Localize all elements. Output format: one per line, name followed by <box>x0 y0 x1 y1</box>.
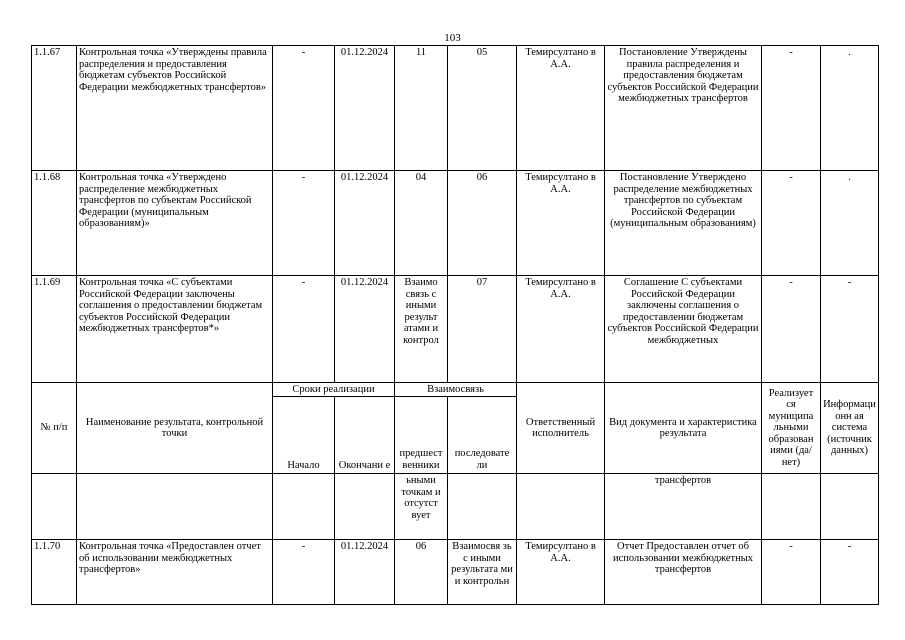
successors: 07 <box>448 276 517 383</box>
document-type: Постановление Утверждены правила распределения и предоставления бюджетам субъектов Российской Федерации межбюджетных трансфертов <box>605 46 762 171</box>
result-name: Контрольная точка «Утверждены правила распределения и предоставления бюджетам субъектов Российской Федерации межбюджетных трансфертов» <box>77 46 273 171</box>
municipal-flag: - <box>762 276 821 383</box>
info-system: . <box>821 171 879 276</box>
end-date: 01.12.2024 <box>335 46 395 171</box>
end-date: 01.12.2024 <box>335 540 395 605</box>
header-posl: последовате ли <box>448 397 517 474</box>
header-municipal: Реализует ся муниципа льными образован иями (да/нет) <box>762 383 821 474</box>
table-row <box>32 46 879 171</box>
row-number: 1.1.69 <box>32 276 77 383</box>
municipal-flag: - <box>762 171 821 276</box>
table-header-row <box>32 383 879 397</box>
table-row <box>32 276 879 383</box>
document-type: Отчет Предоставлен отчет об использовании межбюджетных трансфертов <box>605 540 762 605</box>
start-date: - <box>273 46 335 171</box>
successors: 05 <box>448 46 517 171</box>
table-row <box>32 171 879 276</box>
municipal-flag: - <box>762 46 821 171</box>
start-date: - <box>273 276 335 383</box>
row-number: 1.1.68 <box>32 171 77 276</box>
document-type: Постановление Утверждено распределение межбюджетных трансфертов по субъектам Российской Федерации (муниципальным образованиям) <box>605 171 762 276</box>
header-sroki: Сроки реализации <box>273 383 395 397</box>
info-system: - <box>821 540 879 605</box>
row-number: 1.1.67 <box>32 46 77 171</box>
header-name: Наименование результата, контрольной точки <box>77 383 273 474</box>
successors: Взаимосвя зь с иными результата ми и контрольн <box>448 540 517 605</box>
result-name: Контрольная точка «Утверждено распределение межбюджетных трансфертов по субъектам Российской Федерации (муниципальным образованиям)» <box>77 171 273 276</box>
successors: 06 <box>448 171 517 276</box>
municipal-flag: - <box>762 540 821 605</box>
header-document: Вид документа и характеристика результата <box>605 383 762 474</box>
responsible: Темирсултано в А.А. <box>517 540 605 605</box>
header-pred: предшест венники <box>395 397 448 474</box>
header-vzaim: Взаимосвязь <box>395 383 517 397</box>
responsible: Темирсултано в А.А. <box>517 46 605 171</box>
row-number: 1.1.70 <box>32 540 77 605</box>
info-system: - <box>821 276 879 383</box>
results-table <box>31 45 879 605</box>
start-date: - <box>273 171 335 276</box>
continuation-row <box>32 474 879 540</box>
header-start: Начало <box>273 397 335 474</box>
header-responsible: Ответственный исполнитель <box>517 383 605 474</box>
start-date: - <box>273 540 335 605</box>
predecessors: 11 <box>395 46 448 171</box>
responsible: Темирсултано в А.А. <box>517 171 605 276</box>
predecessors: 06 <box>395 540 448 605</box>
end-date: 01.12.2024 <box>335 276 395 383</box>
document-continued: трансфертов <box>605 474 762 540</box>
header-end: Окончани е <box>335 397 395 474</box>
responsible: Темирсултано в А.А. <box>517 276 605 383</box>
table-row <box>32 540 879 605</box>
result-name: Контрольная точка «С субъектами Российской Федерации заключены соглашения о предоставлении бюджетам субъектов Российской Федерации межбюджетных трансфертов*» <box>77 276 273 383</box>
info-system: . <box>821 46 879 171</box>
end-date: 01.12.2024 <box>335 171 395 276</box>
page-number: 103 <box>444 32 461 44</box>
predecessors: Взаимо связь с иными результ атами и контрол <box>395 276 448 383</box>
predecessors: 04 <box>395 171 448 276</box>
header-info-system: Информационн ая система (источник данных) <box>821 383 879 474</box>
predecessors-continued: ьными точкам и отсутст вует <box>395 474 448 540</box>
result-name: Контрольная точка «Предоставлен отчет об использовании межбюджетных трансфертов» <box>77 540 273 605</box>
header-num: № п/п <box>32 383 77 474</box>
document-type: Соглашение С субъектами Российской Федерации заключены соглашения о предоставлении бюджетам субъектов Российской Федерации межбюджетных <box>605 276 762 383</box>
